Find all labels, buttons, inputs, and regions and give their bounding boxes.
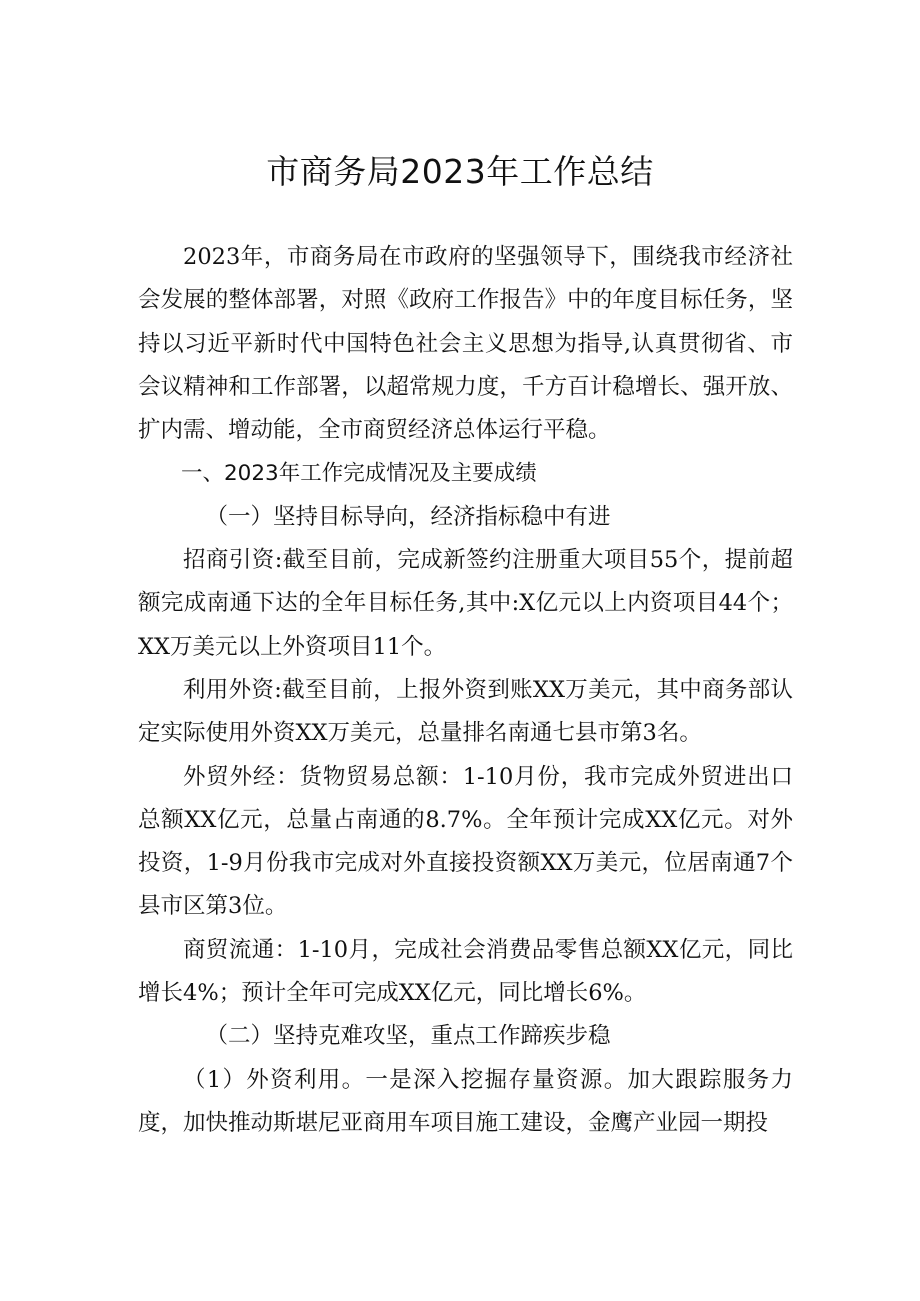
intro-paragraph: 2023年，市商务局在市政府的坚强领导下，围绕我市经济社会发展的整体部署，对照《政府工作报告》中的年度目标任务，坚持以习近平新时代中国特色社会主义思想为指导,认真贯彻省、市会议精神和工作部署，以超常规力度，千方百计稳增长、强开放、扩内需、增动能，全市商贸经济总体运行平稳。 <box>138 244 793 444</box>
subsection-heading: （一）坚持目标导向，经济指标稳中有进 <box>205 503 611 530</box>
document-body <box>138 236 793 1145</box>
paragraph-foreign-capital-use: （1）外资利用。一是深入挖掘存量资源。加大跟踪服务力度，加快推动斯堪尼亚商用车项目施工建设，金鹰产业园一期投 <box>138 1066 793 1136</box>
paragraph-foreign-capital: 利用外资:截至目前，上报外资到账XX万美元，其中商务部认定实际使用外资XX万美元，总量排名南通七县市第3名。 <box>138 676 793 747</box>
paragraph-foreign-trade: 外贸外经：货物贸易总额：1-10月份，我市完成外贸进出口总额XX亿元，总量占南通的8.7%。全年预计完成XX亿元。对外投资，1-9月份我市完成对外直接投资额XX万美元，位居南通7个县市区第3位。 <box>138 763 793 920</box>
section-heading: 一、2023年工作完成情况及主要成绩 <box>181 461 537 487</box>
paragraph-commerce-circulation: 商贸流通：1-10月，完成社会消费品零售总额XX亿元，同比增长4%；预计全年可完成XX亿元，同比增长6%。 <box>138 936 793 1007</box>
paragraph-investment-attraction: 招商引资:截至目前，完成新签约注册重大项目55个，提前超额完成南通下达的全年目标任务,其中:X亿元以上内资项目44个；XX万美元以上外资项目11个。 <box>138 547 793 660</box>
subsection-heading: （二）坚持克难攻坚，重点工作蹄疾步稳 <box>205 1023 611 1050</box>
document-title: 市商务局2023年工作总结 <box>266 152 654 191</box>
